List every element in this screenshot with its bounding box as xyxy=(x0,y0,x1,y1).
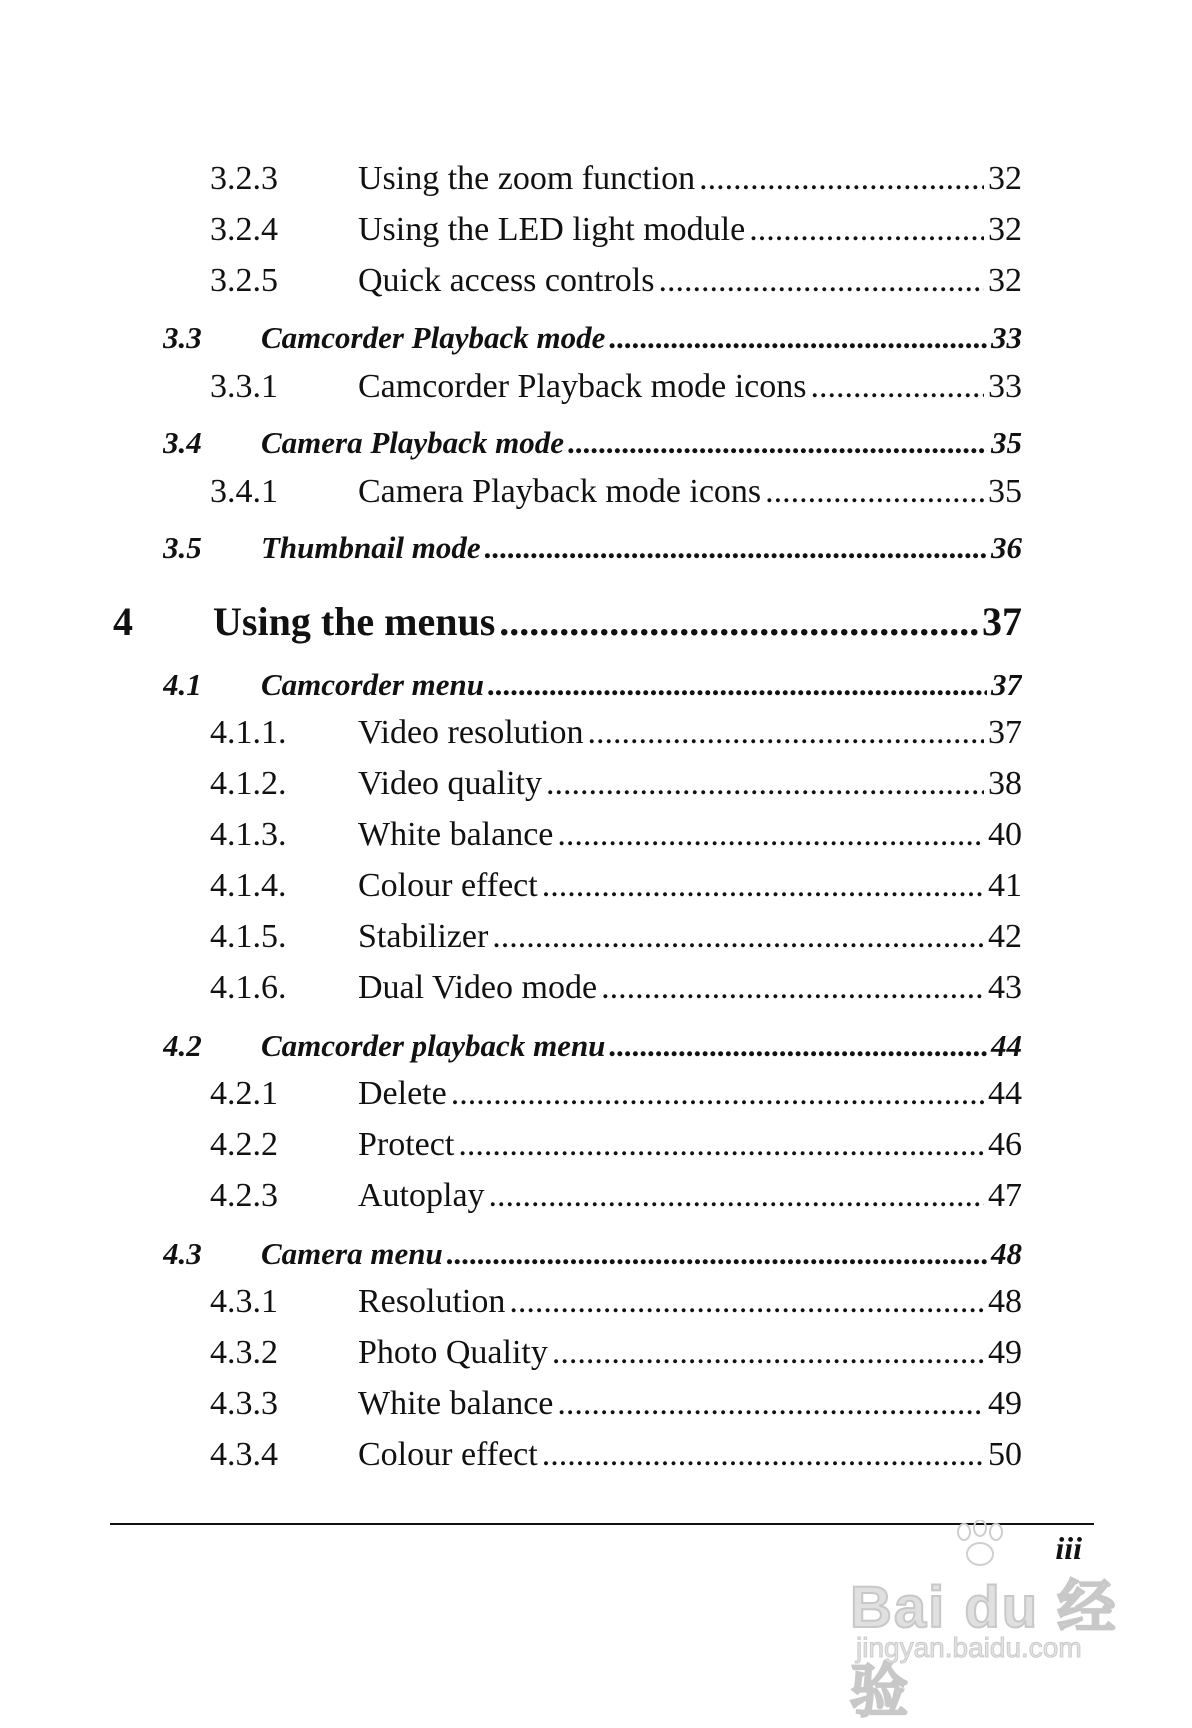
toc-entry-4-1-2[interactable] xyxy=(210,765,1022,803)
toc-number: 4 xyxy=(113,599,133,644)
toc-entry-4-2-1[interactable] xyxy=(210,1075,1022,1113)
toc-entry-4-3-2[interactable] xyxy=(210,1334,1022,1372)
dot-leader xyxy=(451,1075,984,1113)
toc-title: Colour effect xyxy=(358,867,538,904)
toc-page: 33 xyxy=(991,320,1022,355)
paw-icon xyxy=(950,1520,1010,1570)
toc-entry-4-1-5[interactable] xyxy=(210,918,1022,956)
toc-page: 44 xyxy=(988,1075,1022,1112)
toc-title: Video resolution xyxy=(358,714,584,751)
toc-page: 48 xyxy=(991,1236,1022,1271)
toc-number: 4.1.5. xyxy=(210,918,287,955)
toc-number: 3.4 xyxy=(163,425,202,460)
toc-page: 33 xyxy=(988,368,1022,405)
toc-number: 3.2.5 xyxy=(210,262,278,299)
dot-leader xyxy=(447,1236,987,1272)
toc-title: Thumbnail mode xyxy=(261,530,481,565)
toc-number: 4.2.1 xyxy=(210,1075,278,1112)
toc-title: Camera Playback mode icons xyxy=(358,473,762,510)
toc-page: 37 xyxy=(988,714,1022,751)
dot-leader xyxy=(542,867,984,905)
toc-page: 48 xyxy=(988,1283,1022,1320)
toc-title: Quick access controls xyxy=(358,262,655,299)
dot-leader xyxy=(509,1283,984,1321)
toc-entry-3-4-1[interactable] xyxy=(210,473,1022,511)
dot-leader xyxy=(568,425,987,461)
toc-entry-3-4[interactable] xyxy=(163,425,1022,461)
toc-number: 4.3.3 xyxy=(210,1385,278,1422)
toc-entry-4-1-6[interactable] xyxy=(210,969,1022,1007)
toc-entry-3-5[interactable] xyxy=(163,530,1022,566)
toc-page: 35 xyxy=(991,425,1022,460)
toc-page: 49 xyxy=(988,1385,1022,1422)
toc-entry-3-3[interactable] xyxy=(163,320,1022,356)
toc-title: Camcorder menu xyxy=(261,667,485,702)
toc-page: 43 xyxy=(988,969,1022,1006)
toc-title: Camera Playback mode xyxy=(261,425,565,460)
toc-number: 4.1.3. xyxy=(210,816,287,853)
dot-leader xyxy=(609,320,987,356)
toc-page: 46 xyxy=(988,1126,1022,1163)
toc-number: 4.2.2 xyxy=(210,1126,278,1163)
toc-page: 32 xyxy=(988,211,1022,248)
toc-title: Stabilizer xyxy=(358,918,489,955)
dot-leader xyxy=(489,1177,984,1215)
toc-entry-4-2-3[interactable] xyxy=(210,1177,1022,1215)
toc-page: 35 xyxy=(988,473,1022,510)
toc-number: 4.1.2. xyxy=(210,765,287,802)
toc-number: 4.1.6. xyxy=(210,969,287,1006)
toc-number: 3.3.1 xyxy=(210,368,278,405)
toc-entry-3-2-4[interactable] xyxy=(210,211,1022,249)
toc-entry-3-3-1[interactable] xyxy=(210,368,1022,406)
toc-page: 42 xyxy=(988,918,1022,955)
dot-leader xyxy=(546,765,984,803)
toc-title: Camcorder playback menu xyxy=(261,1028,606,1063)
dot-leader xyxy=(557,1385,984,1423)
watermark-logo: Bai du 经验 xyxy=(850,1575,1118,1724)
toc-title: Using the menus xyxy=(213,599,496,644)
toc-entry-4-3-3[interactable] xyxy=(210,1385,1022,1423)
toc-page: 32 xyxy=(988,262,1022,299)
toc-number: 4.3 xyxy=(163,1236,202,1271)
dot-leader xyxy=(499,598,978,645)
toc-title: Camera menu xyxy=(261,1236,443,1271)
toc-title: Using the LED light module xyxy=(358,211,746,248)
dot-leader xyxy=(552,1334,984,1372)
toc-number: 4.1 xyxy=(163,667,202,702)
toc-title: White balance xyxy=(358,1385,554,1422)
dot-leader xyxy=(658,262,984,300)
dot-leader xyxy=(485,530,987,566)
toc-page: 36 xyxy=(991,530,1022,565)
toc-entry-4-1-1[interactable] xyxy=(210,714,1022,752)
toc-entry-4-2[interactable] xyxy=(163,1028,1022,1064)
toc-page: 41 xyxy=(988,867,1022,904)
toc-title: Camcorder Playback mode icons xyxy=(358,368,807,405)
toc-page: 40 xyxy=(988,816,1022,853)
toc-number: 4.3.1 xyxy=(210,1283,278,1320)
toc-number: 3.3 xyxy=(163,320,202,355)
toc-number: 4.2 xyxy=(163,1028,202,1063)
toc-number: 3.4.1 xyxy=(210,473,278,510)
toc-page: 37 xyxy=(991,667,1022,702)
dot-leader xyxy=(765,473,984,511)
toc-entry-4-1-3[interactable] xyxy=(210,816,1022,854)
toc-page: 32 xyxy=(988,160,1022,197)
toc-number: 3.5 xyxy=(163,530,202,565)
page-number: iii xyxy=(1055,1530,1082,1566)
toc-title: Video quality xyxy=(358,765,542,802)
toc-number: 3.2.3 xyxy=(210,160,278,197)
dot-leader xyxy=(699,160,984,198)
dot-leader xyxy=(492,918,984,956)
toc-page: 37 xyxy=(982,599,1022,644)
dot-leader xyxy=(749,211,984,249)
dot-leader xyxy=(588,714,984,752)
toc-entry-4-3[interactable] xyxy=(163,1236,1022,1272)
watermark-domain: jingyan.baidu.com xyxy=(856,1632,1082,1663)
toc-title: Using the zoom function xyxy=(358,160,696,197)
toc-title: Colour effect xyxy=(358,1436,538,1473)
toc-page: 47 xyxy=(988,1177,1022,1214)
dot-leader xyxy=(557,816,984,854)
toc-entry-3-2-3[interactable] xyxy=(210,160,1022,198)
toc-entry-4-1[interactable] xyxy=(163,667,1022,703)
toc-title: Autoplay xyxy=(358,1177,485,1214)
dot-leader xyxy=(601,969,984,1007)
toc-page: 49 xyxy=(988,1334,1022,1371)
toc-title: Resolution xyxy=(358,1283,506,1320)
toc-entry-4-3-4[interactable] xyxy=(210,1436,1022,1474)
toc-title: Protect xyxy=(358,1126,455,1163)
toc-entry-3-2-5[interactable] xyxy=(210,262,1022,300)
toc-number: 4.3.4 xyxy=(210,1436,278,1473)
toc-title: Delete xyxy=(358,1075,447,1112)
toc-number: 4.1.1. xyxy=(210,714,287,751)
toc-number: 3.2.4 xyxy=(210,211,278,248)
toc-title: White balance xyxy=(358,816,554,853)
dot-leader xyxy=(542,1436,984,1474)
toc-title: Photo Quality xyxy=(358,1334,548,1371)
toc-entry-4-2-2[interactable] xyxy=(210,1126,1022,1164)
dot-leader xyxy=(810,368,984,406)
toc-page: 44 xyxy=(991,1028,1022,1063)
toc-number: 4.2.3 xyxy=(210,1177,278,1214)
dot-leader xyxy=(609,1028,987,1064)
dot-leader xyxy=(488,667,987,703)
toc-number: 4.3.2 xyxy=(210,1334,278,1371)
toc-title: Camcorder Playback mode xyxy=(261,320,606,355)
toc-title: Dual Video mode xyxy=(358,969,598,1006)
toc-chapter-4[interactable] xyxy=(113,598,1022,645)
toc-entry-4-1-4[interactable] xyxy=(210,867,1022,905)
toc-number: 4.1.4. xyxy=(210,867,287,904)
toc-entry-4-3-1[interactable] xyxy=(210,1283,1022,1321)
footer-rule xyxy=(110,1523,1094,1525)
toc-page: 50 xyxy=(988,1436,1022,1473)
dot-leader xyxy=(458,1126,984,1164)
toc-page: 38 xyxy=(988,765,1022,802)
baidu-jingyan-watermark xyxy=(850,1520,1140,1724)
